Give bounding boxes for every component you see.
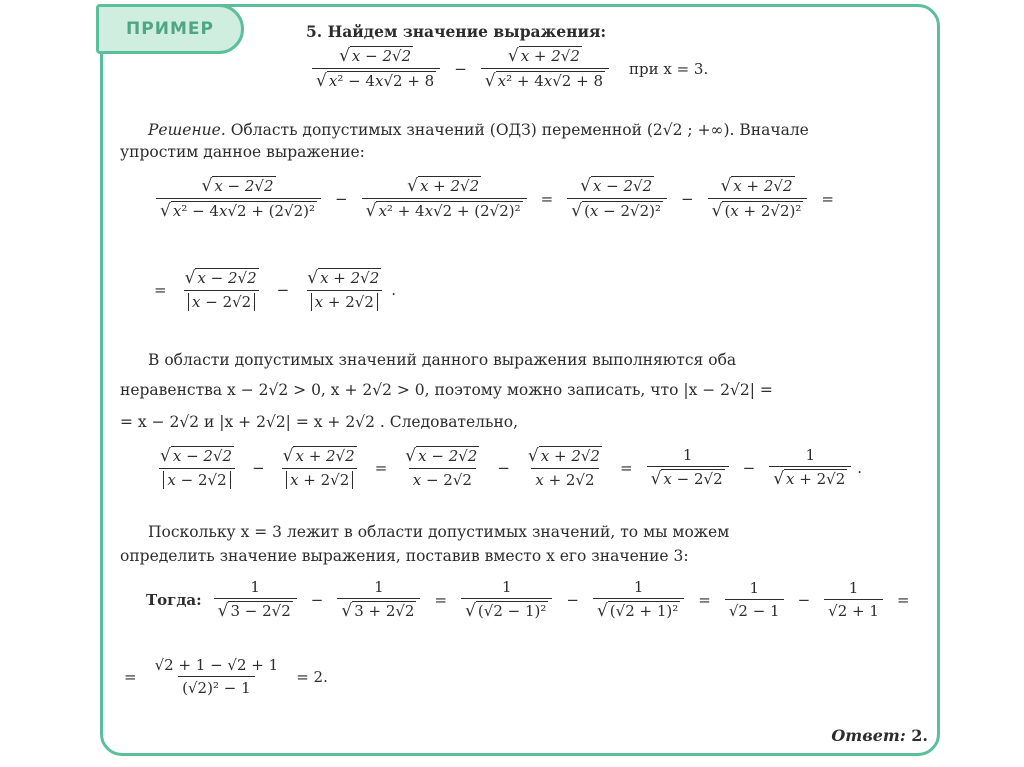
transform-5: = $\frac{√2 + 1 - √2 + 1}{\text{(√2)² − 1}}$ = 2. xyxy=(124,656,328,697)
solution-label: Решение. xyxy=(148,121,226,139)
paragraph2-line1: Поскольку x = 3 лежит в области допустимых значений, то мы можем xyxy=(148,523,730,541)
result-line: = 2. xyxy=(296,667,328,686)
transform-4: Тогда: $\frac{1}{√ 3 - 2√2}$ − $\frac{1}{√ 3 + 2√2}$ = $\frac{1}{\text{√ (√2 − 1)²}}$ − $\frac{1}{\text{√ (√2 + 1)²}}$ = $\frac{1}{√2 - 1}$ − $\frac{1}{√2 + 1}$ = xyxy=(146,578,910,621)
task-title: 5. Найдем значение выражения: xyxy=(306,22,607,41)
paragraph2-line2: определить значение выражения, поставив вместо x его значение 3: xyxy=(120,547,689,565)
condition-suffix: при x = 3. xyxy=(628,59,709,78)
transform-1: $\frac{√ x - 2√2}{\text{√ x² − 4x√2 + (2√2)²}}$ − $\frac{√ x + 2√2}{\text{√ x² + 4x√2 + (2√2)²}}$ = $\frac{√ x - 2√2}{\text{√ (x − 2√2)²}}$ − $\frac{√ x + 2√2}{\text{√ (x + 2√2)²}}$ = xyxy=(150,176,842,221)
paragraph1-line3: = x − 2√2 и |x + 2√2| = x + 2√2 . Следовательно, xyxy=(120,413,519,431)
answer-value: 2. xyxy=(911,726,928,745)
then-label: Тогда: xyxy=(146,590,202,609)
simplify-text: упростим данное выражение: xyxy=(120,143,365,161)
solution-line xyxy=(148,120,809,140)
paragraph1-line2: неравенства x − 2√2 > 0, x + 2√2 > 0, поэтому можно записать, что |x − 2√2| = xyxy=(120,381,773,399)
task-expression: $\frac{√ x - 2√2}{\text{√ x² − 4x√2 + 8}}$ − $\frac{√ x + 2√2}{\text{√ x² + 4x√2 + 8}}$ при x = 3. xyxy=(306,46,716,91)
example-badge: ПРИМЕР xyxy=(96,4,244,54)
transform-3: $\frac{√ x - 2√2}{x - 2√2}$ − $\frac{√ x + 2√2}{x + 2√2}$ = $\frac{√ x - 2√2}{x - 2√2}$ − $\frac{√ x + 2√2}{x + 2√2}$ = $\frac{1}{√ x - 2√2}$ − $\frac{1}{√ x + 2√2}$ . xyxy=(160,446,863,489)
answer xyxy=(831,726,928,745)
odz-text: Область допустимых значений (ОДЗ) переменной (2√2 ; +∞). Вначале xyxy=(230,121,809,139)
answer-label: Ответ: xyxy=(831,726,906,745)
paragraph1-line1: В области допустимых значений данного выражения выполняются оба xyxy=(148,351,737,369)
transform-2: = $\frac{√ x - 2√2}{x - 2√2}$ − $\frac{√ x + 2√2}{x + 2√2}$ . xyxy=(154,268,397,311)
